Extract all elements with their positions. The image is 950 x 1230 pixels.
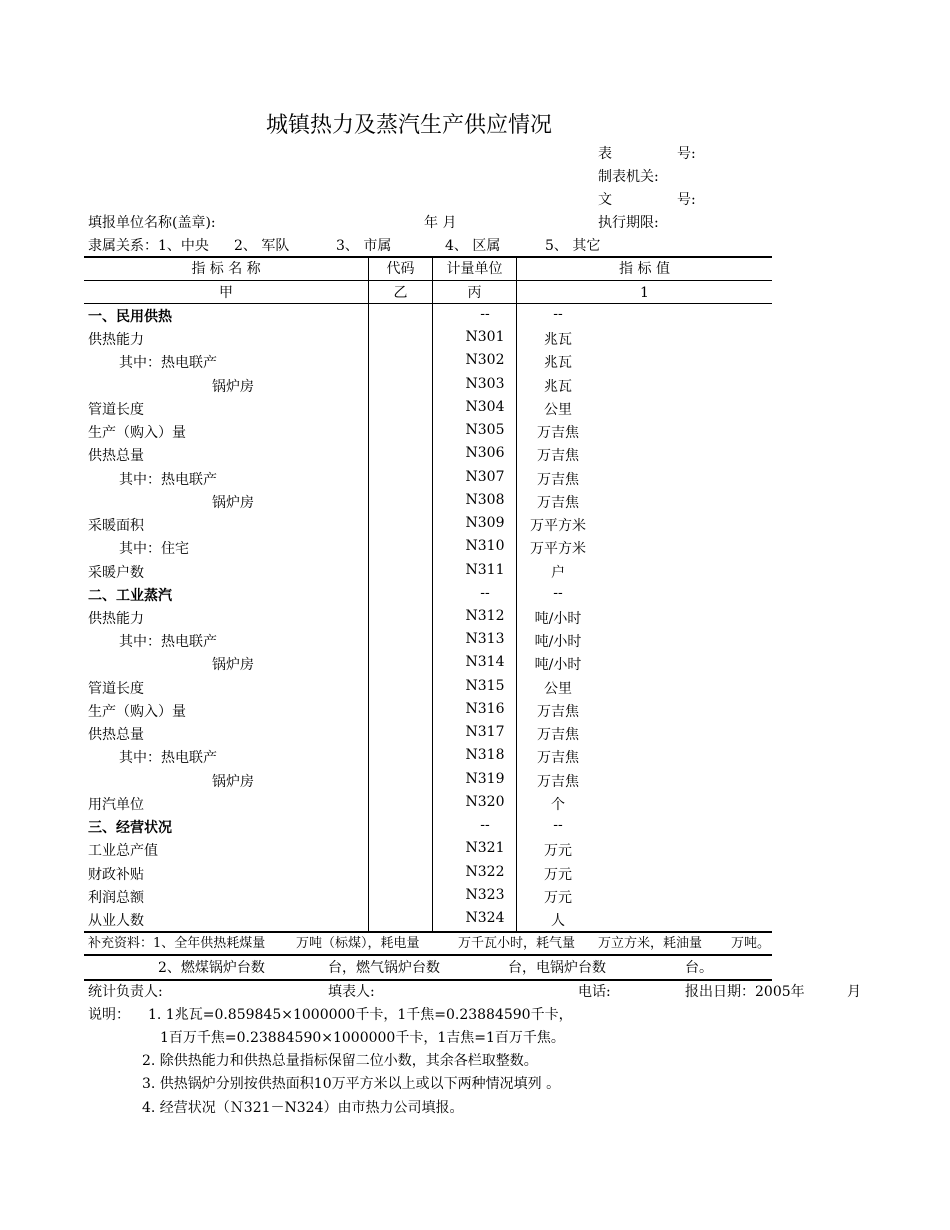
row-unit: 万吉焦: [537, 494, 579, 511]
row-indicator-name: 锅炉房: [212, 378, 254, 395]
supplement-electricity: 万吨（标煤），耗电量: [296, 936, 420, 951]
row-indicator-name: 采暖户数: [88, 564, 144, 581]
filler-label: 填表人:: [328, 984, 375, 1000]
row-code: N304: [465, 398, 505, 415]
row-indicator-name: 生产（购入）量: [88, 425, 186, 442]
authority-label: 制表机关:: [598, 169, 659, 185]
note-3: 3. 供热锅炉分别按供热面积10万平方米以上或以下两种情况填列 。: [142, 1076, 561, 1092]
table-row: [84, 583, 772, 606]
row-code: N314: [465, 654, 505, 671]
row-code: --: [480, 817, 490, 834]
row-indicator-name: 一、民用供热: [88, 309, 172, 325]
row-unit: 吨/小时: [534, 634, 582, 651]
row-indicator-name: 工业总产值: [88, 843, 158, 860]
row-code: N307: [465, 468, 505, 485]
row-indicator-name: 三、经营状况: [88, 820, 172, 837]
stat-head-label: 统计负责人:: [88, 984, 163, 1000]
row-code: --: [480, 584, 490, 601]
row-indicator-name: 供热能力: [88, 610, 144, 627]
row-code: N317: [465, 724, 505, 741]
row-indicator-name: 其中：热电联产: [119, 634, 217, 651]
affiliation-district: 4、 区属: [445, 238, 501, 254]
col-header-value: 指 标 值: [619, 261, 670, 277]
supplement-electric-boilers: 台，电锅炉台数: [508, 960, 606, 976]
row-indicator-name: 用汽单位: [88, 796, 144, 813]
table-row: [84, 676, 772, 699]
table-row: [84, 327, 772, 350]
row-unit: 人: [551, 912, 565, 929]
table-row: [84, 536, 772, 559]
supplement-coal: 补充资料：1、全年供热耗煤量: [88, 936, 266, 951]
report-date-label: 报出日期：2005年: [685, 984, 805, 1000]
row-unit: 万元: [544, 889, 572, 906]
valid-period-label: 执行期限:: [598, 215, 659, 231]
table-row: [84, 467, 772, 490]
page-title: 城镇热力及蒸汽生产供应情况: [266, 113, 553, 138]
row-code: N305: [465, 422, 505, 439]
supplement-coal-boilers: 2、燃煤锅炉台数: [158, 960, 265, 976]
table-row: [84, 350, 772, 373]
col-sub-code: 乙: [393, 285, 408, 301]
row-code: N322: [465, 863, 505, 880]
row-indicator-name: 锅炉房: [212, 494, 254, 511]
row-unit: 兆瓦: [544, 378, 572, 395]
row-unit: 兆瓦: [544, 332, 572, 349]
table-no-colon: 号:: [677, 146, 696, 162]
row-indicator-name: 锅炉房: [212, 773, 254, 790]
row-indicator-name: 二、工业蒸汽: [88, 587, 172, 604]
row-unit: --: [553, 306, 563, 322]
table-row: [84, 443, 772, 466]
row-indicator-name: 其中：热电联产: [119, 750, 217, 767]
row-code: N303: [465, 375, 505, 392]
phone-label: 电话:: [578, 984, 611, 1000]
affiliation-city: 3、 市属: [336, 238, 392, 254]
row-code: N321: [465, 840, 505, 857]
row-unit: 万元: [544, 843, 572, 860]
col-header-code: 代码: [386, 261, 415, 277]
row-code: N308: [465, 491, 505, 508]
row-unit: 万吉焦: [537, 703, 579, 720]
row-code: N324: [465, 909, 505, 926]
row-indicator-name: 其中：热电联产: [119, 471, 217, 488]
row-unit: --: [553, 584, 563, 601]
row-indicator-name: 从业人数: [88, 912, 144, 929]
row-indicator-name: 生产（购入）量: [88, 703, 186, 720]
row-code: N316: [465, 700, 505, 717]
table-row: [84, 606, 772, 629]
note-1b: 1百万千焦=0.23884590×1000000千卡，1吉焦=1百万千焦。: [160, 1030, 565, 1046]
table-row: [84, 374, 772, 397]
row-unit: 公里: [544, 680, 572, 697]
affiliation-army: 2、 军队: [234, 238, 290, 254]
col-header-name: 指 标 名 称: [191, 261, 261, 277]
row-unit: 万吉焦: [537, 773, 579, 790]
row-indicator-name: 其中：热电联产: [119, 355, 217, 372]
table-row: [84, 420, 772, 443]
table-row: [84, 862, 772, 885]
col-sub-name: 甲: [219, 285, 233, 301]
col-sub-unit: 丙: [467, 285, 482, 301]
table-row: [84, 490, 772, 513]
row-indicator-name: 利润总额: [88, 889, 144, 906]
row-code: N301: [465, 329, 505, 346]
unit-name-label: 填报单位名称(盖章):: [88, 215, 216, 231]
row-code: N306: [465, 445, 505, 462]
row-code: N323: [465, 886, 505, 903]
row-indicator-name: 财政补贴: [88, 866, 144, 883]
table-row: [84, 397, 772, 420]
row-code: N311: [465, 561, 505, 578]
row-unit: 吨/小时: [534, 610, 582, 627]
table-row: [84, 652, 772, 675]
table-row: [84, 838, 772, 861]
row-code: --: [480, 306, 490, 322]
doc-no-colon: 号:: [677, 192, 696, 208]
table-row: [84, 513, 772, 536]
row-unit: --: [553, 817, 563, 834]
supplement-gas: 万千瓦小时，耗气量: [458, 936, 576, 951]
row-unit: 兆瓦: [544, 355, 572, 372]
row-code: N310: [465, 538, 505, 555]
affiliation-label: 隶属关系：1、中央: [88, 238, 209, 254]
table-row: [84, 885, 772, 908]
report-month-label: 月: [847, 984, 861, 1000]
table-top-border: [84, 256, 772, 258]
row-code: N319: [465, 770, 505, 787]
table-row: [84, 722, 772, 745]
table-row: [84, 629, 772, 652]
table-row: [84, 304, 772, 327]
table-no-label: 表: [598, 146, 612, 162]
row-unit: 万吉焦: [537, 425, 579, 442]
note-2: 2. 除供热能力和供热总量指标保留二位小数，其余各栏取整数。: [142, 1053, 538, 1069]
table-header-divider: [84, 280, 772, 281]
supplement-bottom-border: [84, 979, 772, 981]
table-row: [84, 699, 772, 722]
row-code: N313: [465, 631, 505, 648]
table-row: [84, 560, 772, 583]
row-indicator-name: 锅炉房: [212, 657, 254, 674]
year-month-label: 年 月: [424, 215, 457, 231]
table-row: [84, 769, 772, 792]
doc-no-label: 文: [598, 192, 612, 208]
row-code: N318: [465, 747, 505, 764]
note-4: 4. 经营状况（Ｎ321－N324）由市热力公司填报。: [142, 1100, 464, 1116]
table-row: [84, 908, 772, 931]
row-unit: 万吉焦: [537, 750, 579, 767]
supplement-oil: 万立方米，耗油量: [598, 936, 703, 951]
row-code: N309: [465, 515, 505, 532]
row-unit: 万元: [544, 866, 572, 883]
row-unit: 个: [551, 796, 565, 813]
row-unit: 万平方米: [530, 518, 586, 535]
supplement-divider: [84, 954, 772, 956]
table-row: [84, 815, 772, 838]
supplement-end-2: 台。: [685, 960, 713, 976]
note-1a: 1. 1兆瓦=0.859845×1000000千卡，1千焦=0.23884590千卡，: [148, 1007, 573, 1023]
row-code: N312: [465, 607, 505, 624]
supplement-gas-boilers: 台，燃气锅炉台数: [328, 960, 440, 976]
col-header-unit: 计量单位: [446, 261, 503, 277]
table-row: [84, 792, 772, 815]
row-unit: 万吉焦: [537, 471, 579, 488]
table-bottom-border: [84, 931, 772, 933]
row-indicator-name: 管道长度: [88, 680, 144, 697]
row-indicator-name: 供热总量: [88, 448, 144, 465]
row-code: N302: [465, 352, 505, 369]
row-unit: 户: [551, 564, 565, 581]
notes-label: 说明：: [88, 1007, 130, 1023]
row-indicator-name: 采暖面积: [88, 518, 144, 535]
row-indicator-name: 管道长度: [88, 401, 144, 418]
row-unit: 万平方米: [530, 541, 586, 558]
supplement-end: 万吨。: [731, 936, 771, 951]
row-code: N320: [465, 793, 505, 810]
row-unit: 万吉焦: [537, 727, 579, 744]
row-unit: 公里: [544, 401, 572, 418]
row-indicator-name: 供热能力: [88, 332, 144, 349]
col-sub-value: 1: [640, 285, 649, 301]
row-unit: 万吉焦: [537, 448, 579, 465]
row-indicator-name: 供热总量: [88, 727, 144, 744]
affiliation-other: 5、 其它: [545, 238, 601, 254]
row-indicator-name: 其中：住宅: [119, 541, 189, 558]
row-code: N315: [465, 677, 505, 694]
table-row: [84, 745, 772, 768]
row-unit: 吨/小时: [534, 657, 582, 674]
